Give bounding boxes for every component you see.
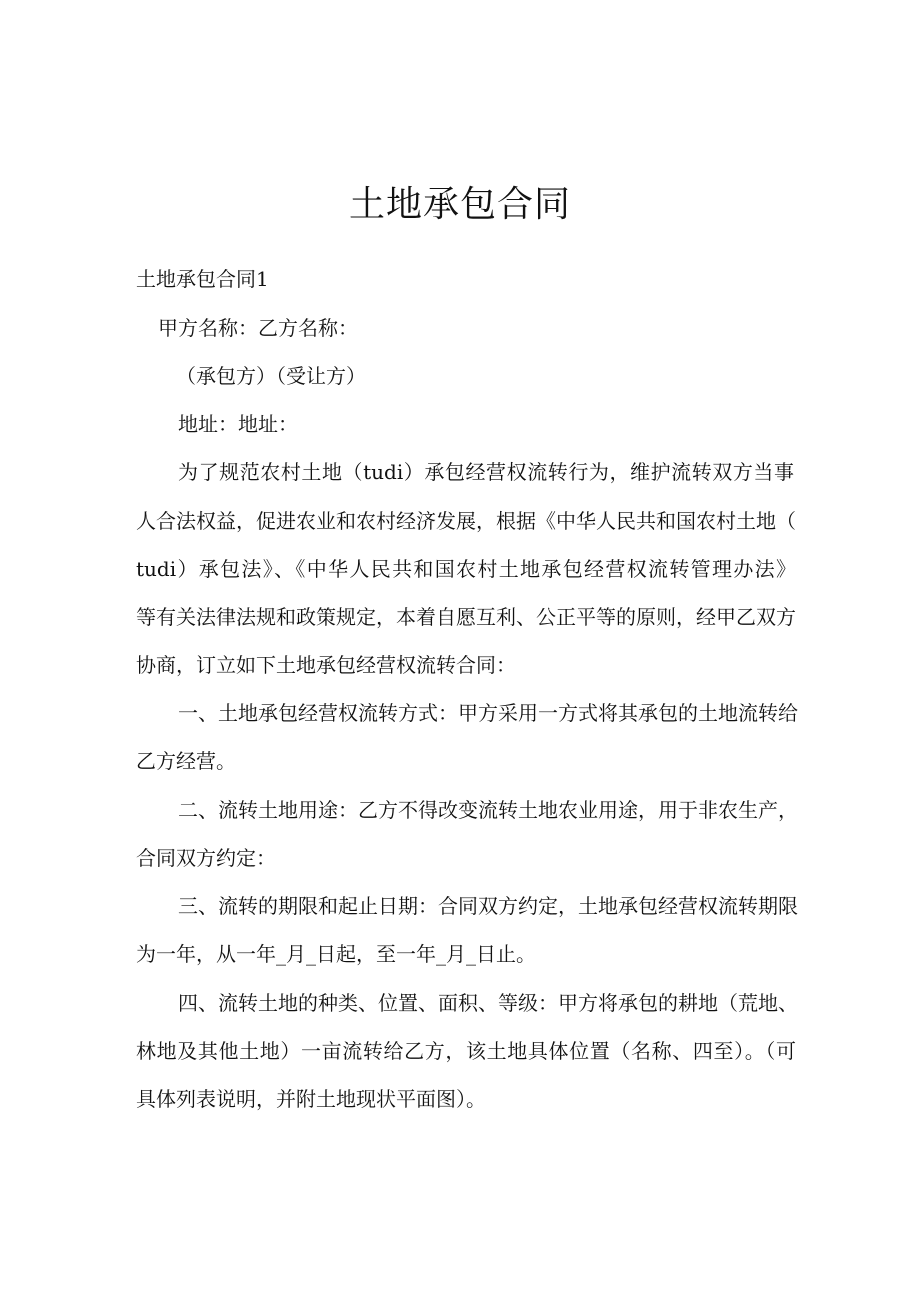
clause-1-line: 一、土地承包经营权流转方式：甲方采用一方式将其承包的土地流转给 bbox=[178, 701, 798, 725]
clause-1-line: 乙方经营。 bbox=[136, 749, 236, 773]
party-names-line: 甲方名称：乙方名称： bbox=[158, 316, 358, 340]
paragraph-line: 人合法权益，促进农业和农村经济发展，根据《中华人民共和国农村土地（ bbox=[136, 509, 796, 533]
clause-3-line: 三、流转的期限和起止日期：合同双方约定，土地承包经营权流转期限 bbox=[178, 894, 798, 918]
clause-4-line: 四、流转土地的种类、位置、面积、等级：甲方将承包的耕地（荒地、 bbox=[178, 991, 798, 1015]
address-line: 地址：地址： bbox=[178, 412, 298, 436]
paragraph-line: 协商，订立如下土地承包经营权流转合同： bbox=[136, 653, 516, 677]
paragraph-line: tudi）承包法》、《中华人民共和国农村土地承包经营权流转管理办法》 bbox=[136, 557, 796, 581]
clause-4-line: 林地及其他土地）一亩流转给乙方，该土地具体位置（名称、四至）。（可 bbox=[136, 1039, 796, 1063]
paragraph-line: 等有关法律法规和政策规定，本着自愿互利、公正平等的原则，经甲乙双方 bbox=[136, 605, 796, 629]
clause-3-line: 为一年，从一年_月_日起，至一年_月_日止。 bbox=[136, 942, 536, 966]
paragraph-line: 为了规范农村土地（tudi）承包经营权流转行为，维护流转双方当事 bbox=[178, 460, 794, 484]
clause-2-line: 二、流转土地用途：乙方不得改变流转土地农业用途，用于非农生产， bbox=[178, 798, 798, 822]
document-title: 土地承包合同 bbox=[348, 184, 571, 226]
clause-4-line: 具体列表说明，并附土地现状平面图）。 bbox=[136, 1087, 486, 1111]
clause-2-line: 合同双方约定： bbox=[136, 846, 276, 870]
contract-subtitle: 土地承包合同1 bbox=[136, 267, 269, 291]
party-roles-line: （承包方）（受让方） bbox=[176, 364, 366, 388]
